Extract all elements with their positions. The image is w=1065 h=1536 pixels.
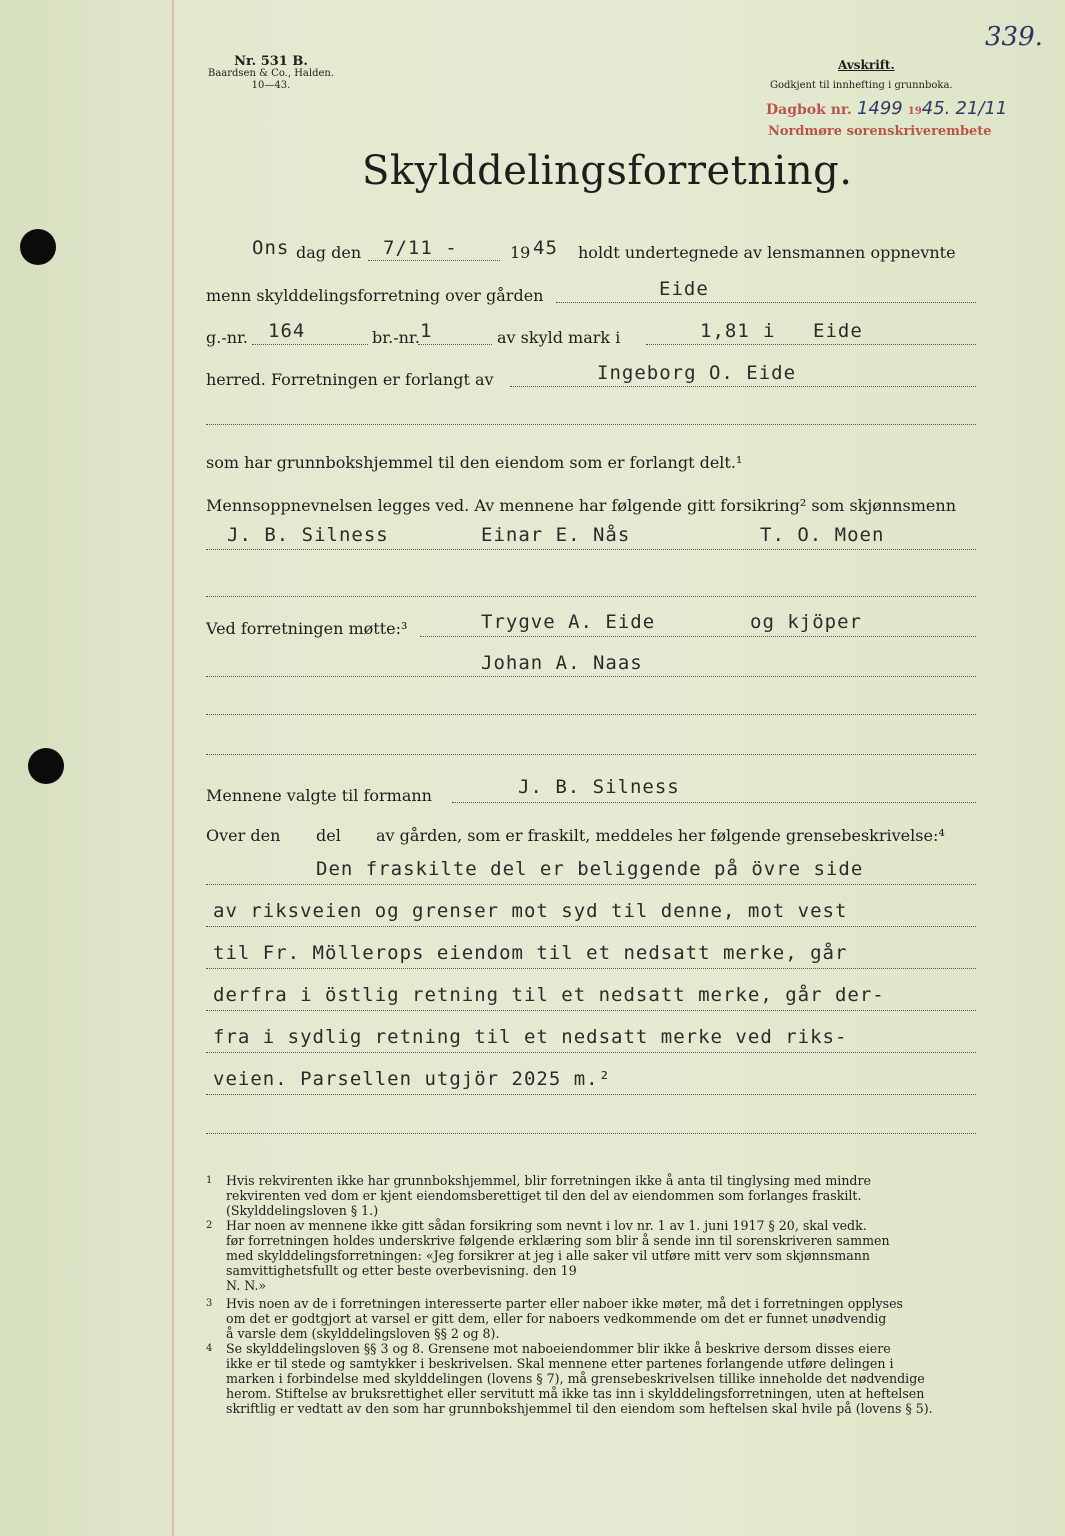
punch-hole	[20, 229, 56, 265]
dagbok-stamp	[766, 98, 1007, 119]
footnote-number: 4	[206, 1343, 213, 1354]
attended-1: Trygve A. Eide	[481, 611, 656, 633]
printer-info	[206, 56, 336, 92]
label-i: i	[763, 320, 776, 342]
footnote-3	[206, 1296, 903, 1341]
mark-line	[646, 344, 976, 345]
attended-1b: og kjöper	[750, 611, 862, 633]
footnote-text: Se skylddelingsloven §§ 3 og 8. Grensene mot naboeiendommer blir ikke å beskrive dersom disses eiere ikke er til stede og samtykker i beskrivelsen. Skal mennene etter partenes forlangende utføre delingen i marken i forbindelse med skylddelingen (lovens § 7), må grensebeskrivelsen tillike inneholde det nødvendige herom. Stiftelse av bruksrettighet eller servitutt må ikke tas inn i skylddelingsforretningen, uten at heftelsen skriftlig er vedtatt av den som har grunnbokshjemmel til den eiendom som heftelsen skal hvile på (lovens § 5).	[226, 1341, 933, 1416]
date-value: 7/11 -	[383, 237, 458, 259]
description-line: Den fraskilte del er beliggende på övre side	[316, 858, 864, 880]
dagbok-label: Dagbok nr.	[766, 102, 852, 118]
attended-line-1	[420, 636, 976, 637]
day-value: Ons	[252, 237, 290, 259]
punch-hole	[28, 748, 64, 784]
requester-line	[510, 386, 976, 387]
herred-value: Eide	[813, 320, 863, 342]
document-title: Skylddelingsforretning.	[362, 148, 853, 194]
description-rule	[206, 1010, 976, 1011]
footnote-number: 1	[206, 1175, 213, 1186]
blank-line	[206, 714, 976, 715]
print-date: 10—43.	[251, 80, 291, 91]
label-forlangt-av: herred. Forretningen er forlangt av	[206, 370, 494, 389]
dagbok-number: 1499	[856, 98, 903, 119]
label-over-garden: menn skylddelingsforretning over gården	[206, 286, 544, 305]
attended-2: Johan A. Naas	[481, 652, 643, 674]
label-del: del	[316, 826, 341, 845]
gnr-line	[252, 344, 368, 345]
gnr-value: 164	[268, 320, 306, 342]
margin-line	[172, 0, 174, 1536]
label-bnr: br.-nr.	[372, 328, 420, 347]
mennsoppnevnelse-statement: Mennsoppnevnelsen legges ved. Av mennene har følgende gitt forsikring² som skjønnsmenn	[206, 496, 957, 515]
grunnbok-statement: som har grunnbokshjemmel til den eiendom som er forlangt delt.¹	[206, 453, 743, 472]
description-rule	[206, 926, 976, 927]
label-gnr: g.-nr.	[206, 328, 249, 347]
office-stamp: Nordmøre sorenskriverembete	[768, 124, 992, 139]
blank-line	[206, 424, 976, 425]
description-rule	[206, 968, 976, 969]
farm-line	[556, 302, 976, 303]
description-rule	[206, 1094, 976, 1095]
label-over-den: Over den	[206, 826, 281, 845]
footnote-text: Har noen av mennene ikke gitt sådan forsikring som nevnt i lov nr. 1 av 1. juni 1917 § 20, skal vedk. før forretningen holdes underskrive følgende erklæring som blir å sende inn til sorenskriveren sammen med skylddelingsforretningen: «Jeg forsikrer at jeg i alle saker vil utføre mitt verv som skjønnsmann samvittighetsfullt og etter beste overbevisning. den 19 N. N.»	[226, 1218, 890, 1293]
footnote-1	[206, 1173, 871, 1218]
description-line: av riksveien og grenser mot syd til denne, mot vest	[213, 900, 848, 922]
dagbok-year: 45.	[921, 98, 951, 119]
form-number: Nr. 531 B.	[234, 54, 308, 69]
label-dag-den: dag den	[296, 243, 362, 262]
footnote-text: Hvis rekvirenten ikke har grunnbokshjemmel, blir forretningen ikke å anta til tinglysing med mindre rekvirenten ved dom er kjent eiendomsberettiget til den del av eiendommen som forlanges fraskilt. (Skylddelingsloven § 1.)	[226, 1173, 871, 1218]
label-motte: Ved forretningen møtte:³	[206, 619, 408, 638]
footnote-number: 2	[206, 1220, 213, 1231]
description-rule	[206, 884, 976, 885]
man-1: J. B. Silness	[227, 524, 389, 546]
label-grensebeskrivelse: av gården, som er fraskilt, meddeles her følgende grensebeskrivelse:⁴	[376, 826, 945, 845]
requester-value: Ingeborg O. Eide	[597, 362, 797, 384]
formann-line	[452, 802, 976, 803]
blank-line	[206, 596, 976, 597]
blank-line	[206, 754, 976, 755]
bnr-value: 1	[420, 320, 433, 342]
label-formann: Mennene valgte til formann	[206, 786, 432, 805]
year-value: 45	[533, 237, 558, 259]
man-2: Einar E. Nås	[481, 524, 631, 546]
description-line: derfra i östlig retning til et nedsatt merke, går der-	[213, 984, 885, 1006]
dagbok-day: 21/11	[955, 98, 1008, 119]
men-line	[206, 549, 976, 550]
description-rule	[206, 1052, 976, 1053]
farm-value: Eide	[659, 278, 709, 300]
mark-value: 1,81	[700, 320, 750, 342]
formann-value: J. B. Silness	[518, 776, 680, 798]
label-skyld-mark: av skyld mark i	[497, 328, 621, 347]
label-holdt: holdt undertegnede av lensmannen oppnevnte	[578, 243, 956, 262]
avskrift-title: Avskrift.	[838, 58, 895, 72]
description-rule	[206, 1133, 976, 1134]
label-year: 19	[510, 243, 531, 262]
description-line: veien. Parsellen utgjör 2025 m.²	[213, 1068, 612, 1090]
avskrift-note: Godkjent til innhefting i grunnboka.	[770, 80, 953, 91]
bnr-line	[418, 344, 492, 345]
footnote-2	[206, 1218, 890, 1293]
description-line: til Fr. Möllerops eiendom til et nedsatt merke, går	[213, 942, 848, 964]
man-3: T. O. Moen	[760, 524, 885, 546]
dagbok-year-prefix: 19	[907, 106, 922, 117]
attended-line-2	[206, 676, 976, 677]
footnote-4	[206, 1341, 933, 1416]
footnote-text: Hvis noen av de i forretningen interesserte parter eller naboer ikke møter, må det i forretningen opplyses om det er godtgjort at varsel er gitt dem, eller for naboers vedkommende om det er funnet unødvendig å varsle dem (skylddelingsloven §§ 2 og 8).	[226, 1296, 903, 1341]
description-line: fra i sydlig retning til et nedsatt merke ved riks-	[213, 1026, 848, 1048]
date-line	[368, 260, 500, 261]
publisher: Baardsen & Co., Halden.	[207, 68, 335, 79]
footnote-number: 3	[206, 1298, 213, 1309]
page-number: 339.	[985, 22, 1043, 52]
